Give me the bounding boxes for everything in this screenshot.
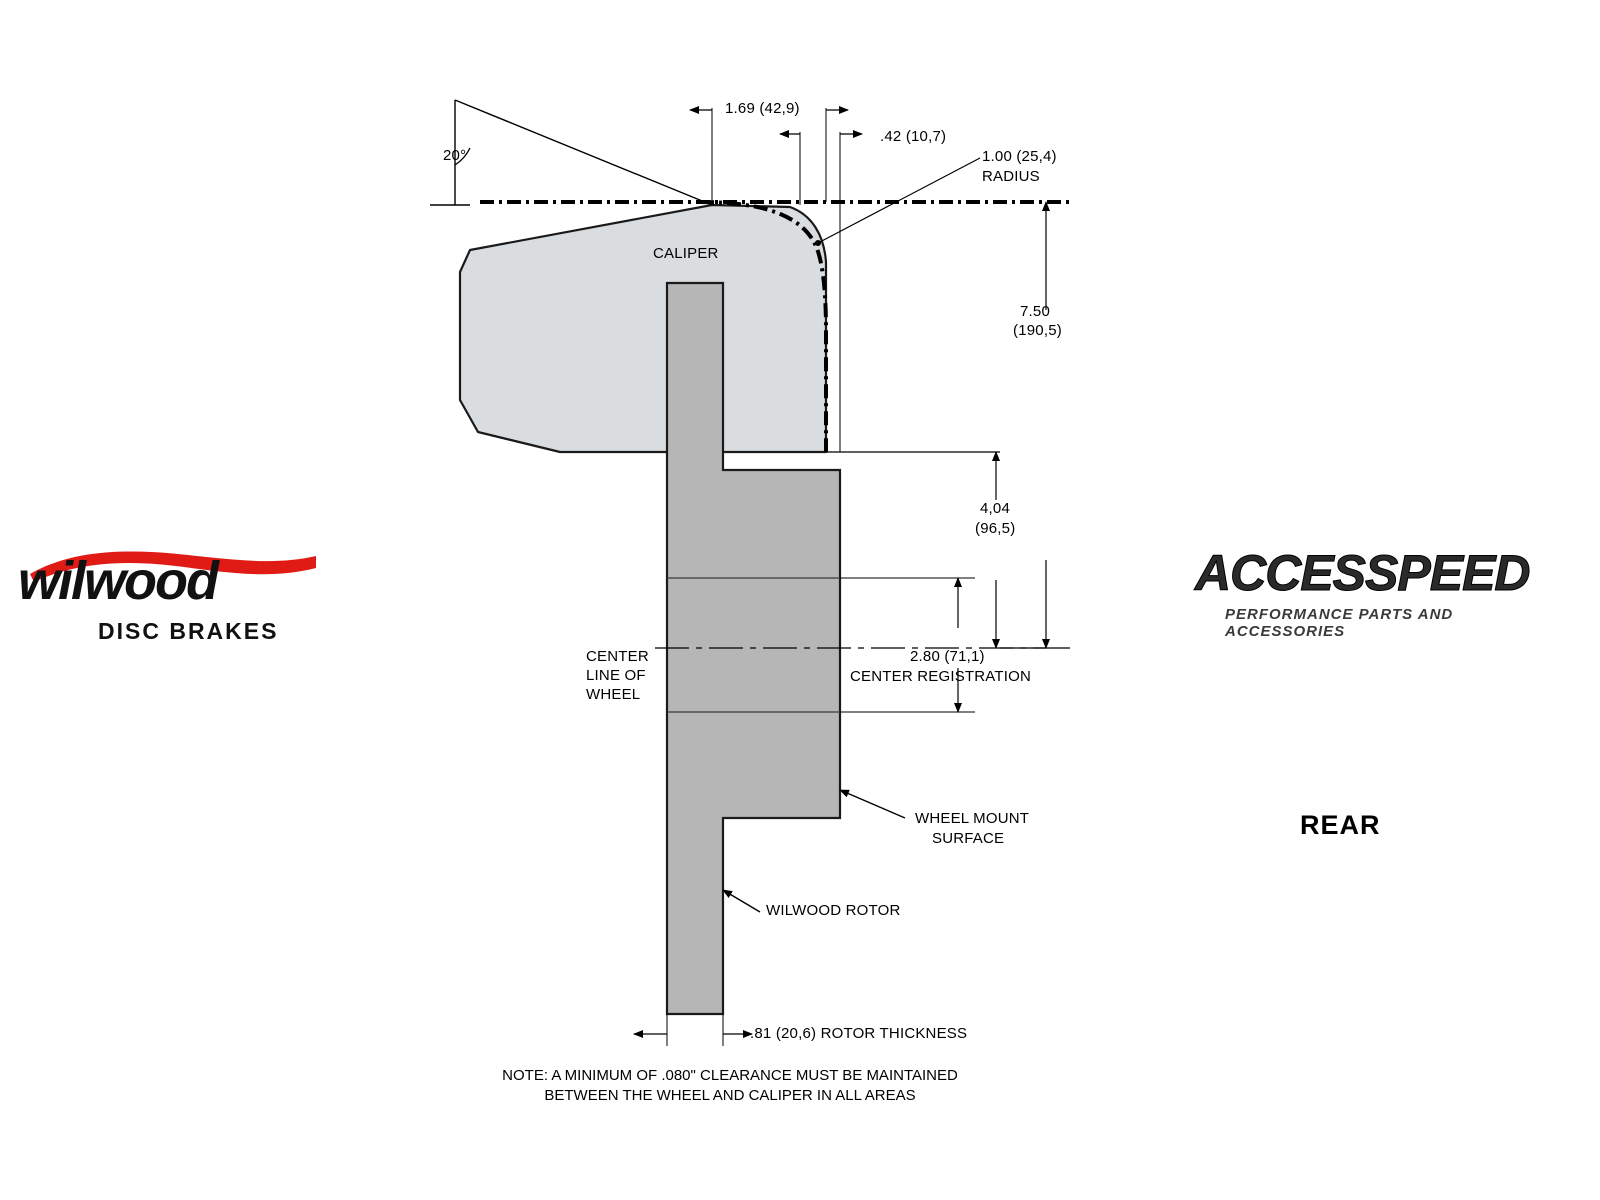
label-centerline-2: LINE OF <box>586 667 646 684</box>
label-angle-20deg: 20° <box>443 147 467 164</box>
label-center-registration-value: 2.80 (71,1) <box>910 648 985 665</box>
accesspeed-tagline: PERFORMANCE PARTS AND ACCESSORIES <box>1225 606 1454 640</box>
position-label-rear: REAR <box>1300 810 1381 840</box>
label-wheel-mount-1: WHEEL MOUNT <box>915 810 1030 827</box>
label-wheel-mount-2: SURFACE <box>932 830 1005 847</box>
label-overall-height-metric: (190,5) <box>1013 322 1062 339</box>
wilwood-subtitle: DISC BRAKES <box>98 618 279 644</box>
dimension-rotor-thickness <box>634 1014 752 1046</box>
label-rotor-thickness: .81 (20,6) ROTOR THICKNESS <box>750 1025 968 1042</box>
label-overall-height-value: 7.50 <box>1020 303 1050 320</box>
label-top-offset: .42 (10,7) <box>880 128 947 145</box>
accesspeed-logo <box>1195 540 1530 650</box>
label-center-registration-text: CENTER REGISTRATION <box>850 668 1032 685</box>
wilwood-logo <box>10 540 340 660</box>
wilwood-wordmark: wilwood <box>18 551 217 611</box>
label-centerline-1: CENTER <box>586 648 649 665</box>
clearance-note-line2: BETWEEN THE WHEEL AND CALIPER IN ALL AREAS <box>544 1087 916 1104</box>
label-mid-height-metric: (96,5) <box>975 520 1016 537</box>
accesspeed-wordmark: ACCESSPEED <box>1195 545 1530 601</box>
label-centerline-3: WHEEL <box>586 686 641 703</box>
clearance-note-line1: NOTE: A MINIMUM OF .080" CLEARANCE MUST BE MAINTAINED <box>502 1067 958 1084</box>
label-mid-height-value: 4,04 <box>980 500 1010 517</box>
dimension-center-registration <box>840 578 975 712</box>
label-radius-value: 1.00 (25,4) <box>982 148 1057 165</box>
dimension-overall-height <box>1000 202 1070 648</box>
label-top-width: 1.69 (42,9) <box>725 100 800 117</box>
leader-wilwood-rotor <box>723 890 760 912</box>
clearance-note <box>430 1066 1030 1106</box>
angle-dimension-20deg <box>430 100 712 205</box>
leader-wheel-mount-surface <box>840 790 905 818</box>
label-radius-text: RADIUS <box>982 168 1040 185</box>
label-caliper: CALIPER <box>653 245 719 262</box>
caliper-shape <box>460 205 826 452</box>
dimension-top-width <box>690 108 848 205</box>
label-wilwood-rotor: WILWOOD ROTOR <box>766 902 901 919</box>
